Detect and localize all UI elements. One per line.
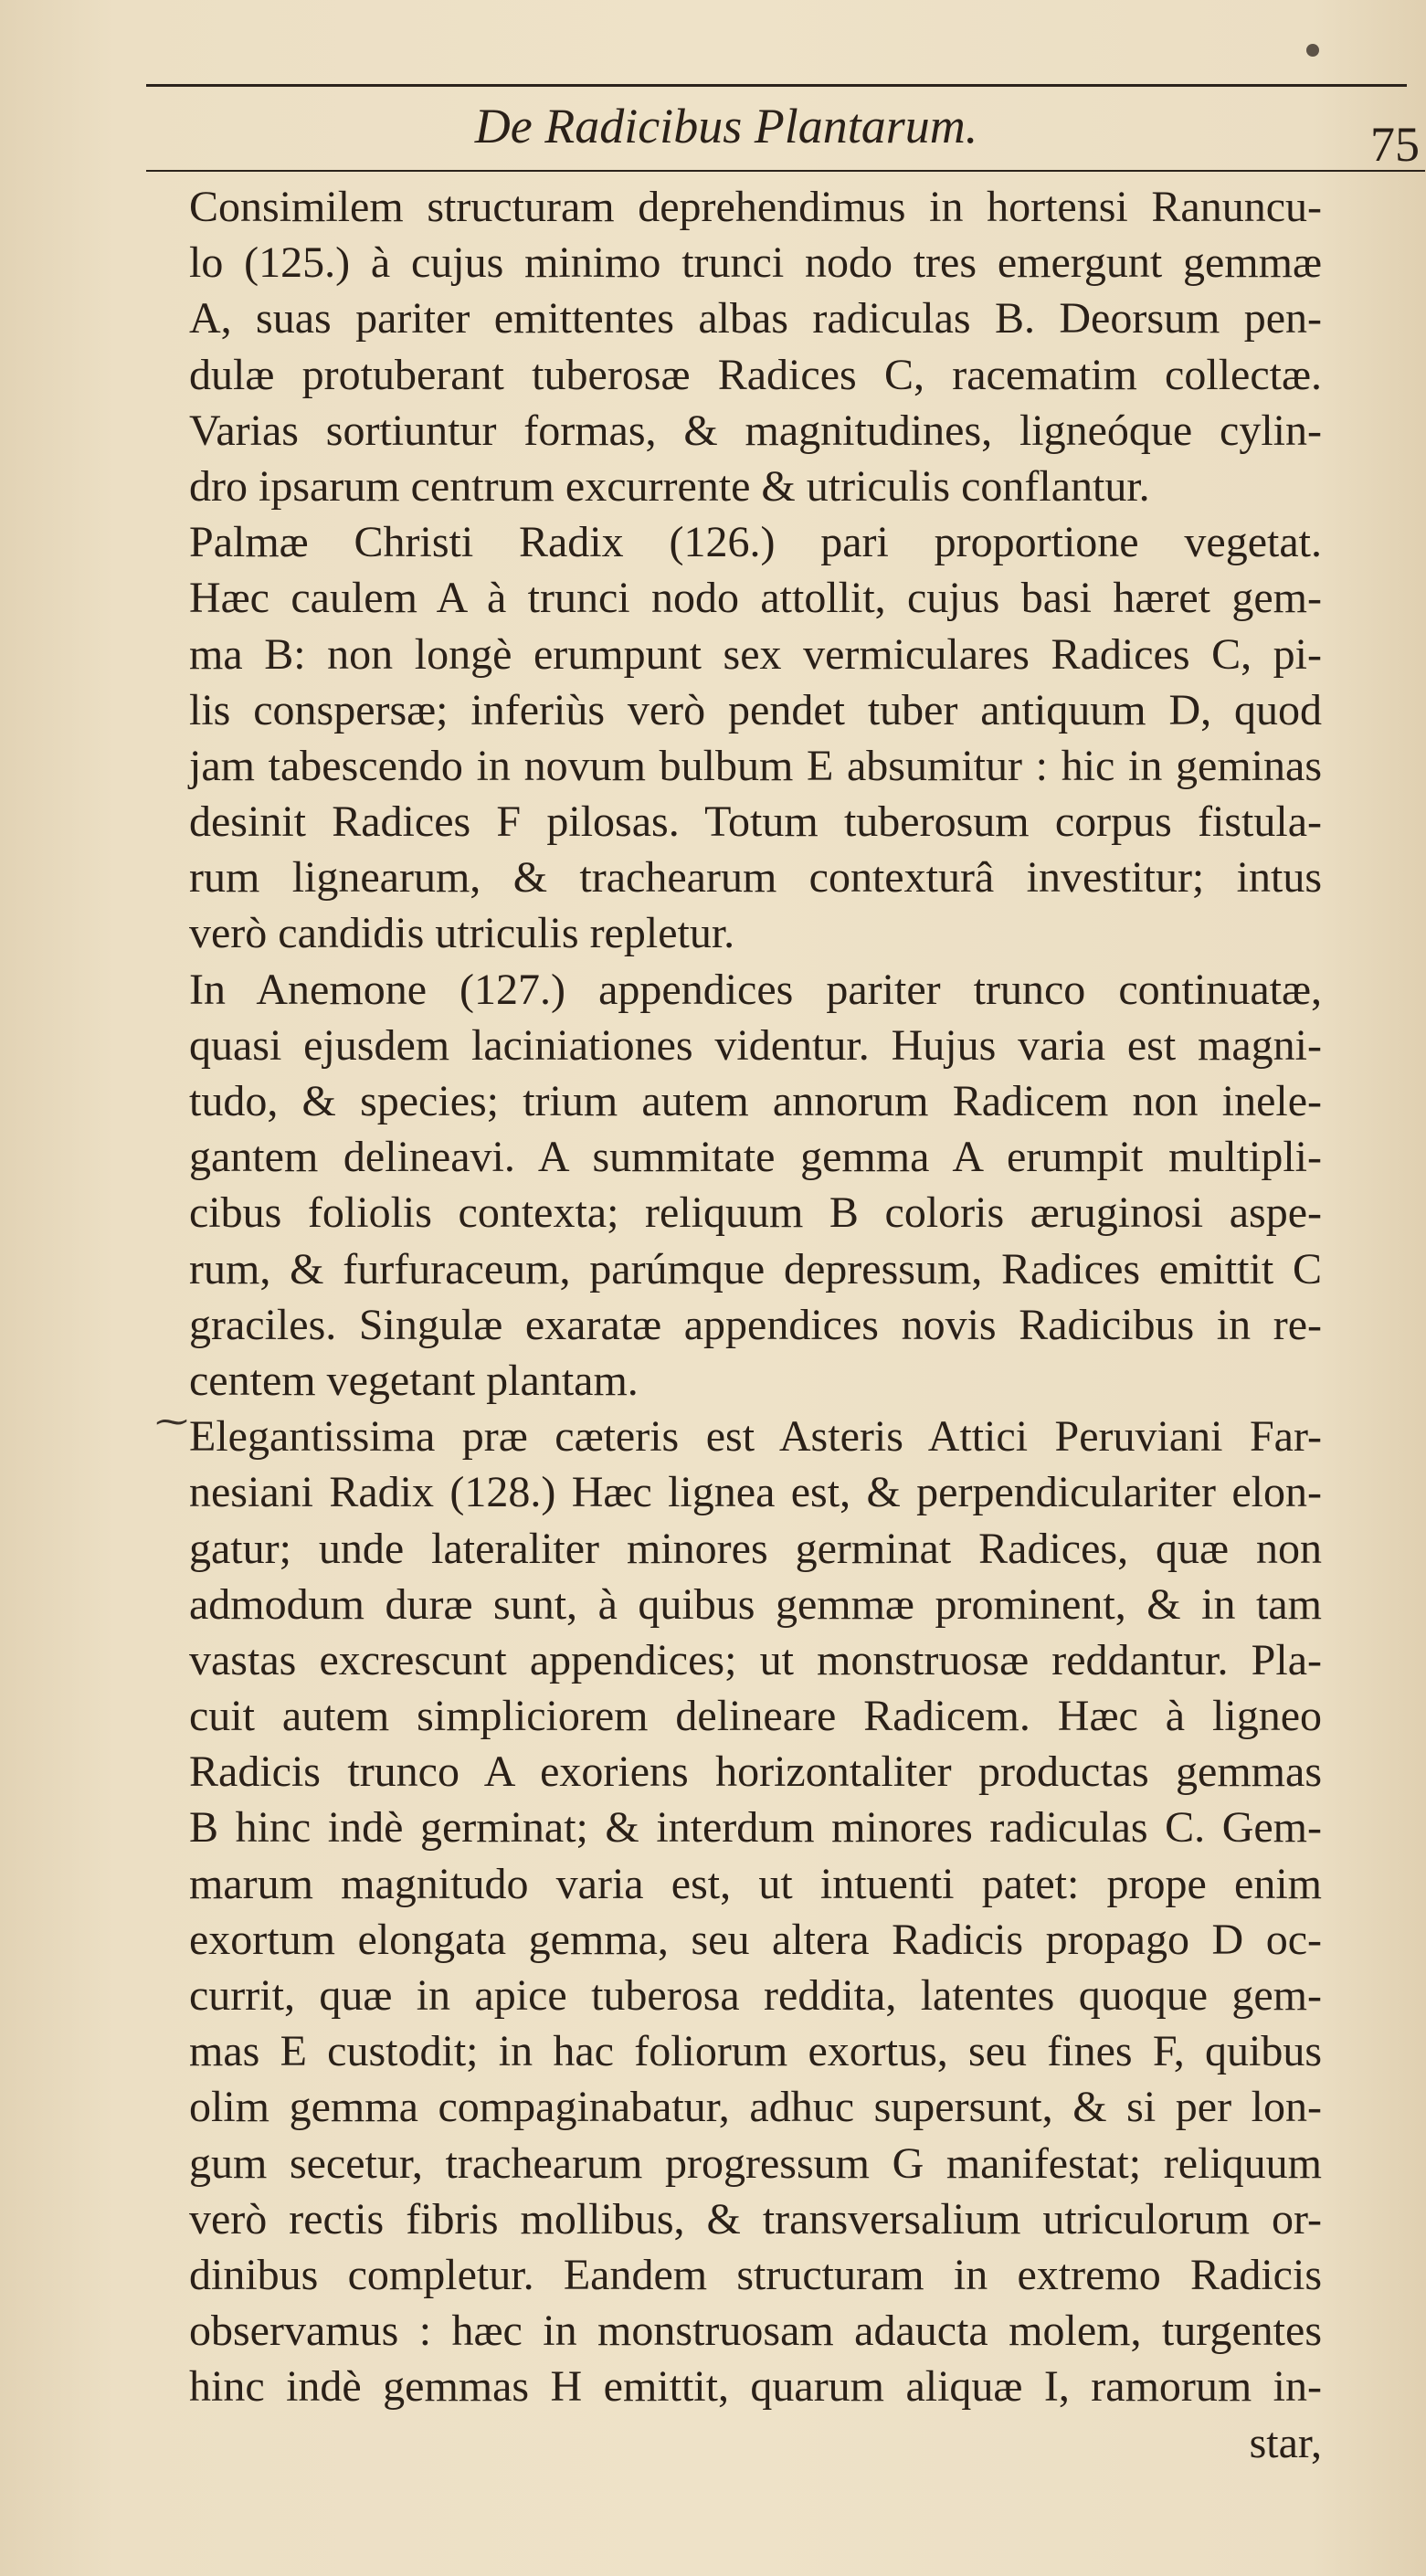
text-line: In Anemone (127.) appendices pariter trunco continuatæ, bbox=[189, 965, 1322, 1014]
text-line: Elegantissima præ cæteris est Asteris Attici Peruviani Far- bbox=[189, 1412, 1322, 1462]
text-line: observamus : hæc in monstruosam adaucta molem, turgentes bbox=[189, 2307, 1322, 2356]
text-line: hinc indè gemmas H emittit, quarum aliquæ I, ramorum in- bbox=[189, 2362, 1322, 2412]
text-line: exortum elongata gemma, seu altera Radicis propago D oc- bbox=[189, 1915, 1322, 1964]
text-line: currit, quæ in apice tuberosa reddita, latentes quoque gem- bbox=[189, 1971, 1322, 2020]
text-line: gum secetur, trachearum progressum G manifestat; reliquum bbox=[189, 2138, 1322, 2188]
text-line: admodum duræ sunt, à quibus gemmæ prominent, & in tam bbox=[189, 1579, 1322, 1629]
text-line: jam tabescendo in novum bulbum E absumitur : hic in geminas bbox=[189, 741, 1322, 790]
text-line: B hinc indè germinat; & interdum minores radiculas C. Gem- bbox=[189, 1803, 1322, 1853]
text-line: lo (125.) à cujus minimo trunci nodo tres emergunt gemmæ bbox=[189, 238, 1322, 288]
text-line: lis conspersæ; inferiùs verò pendet tuber antiquum D, quod bbox=[189, 685, 1322, 734]
text-line: Consimilem structuram deprehendimus in hortensi Ranuncu- bbox=[189, 183, 1322, 231]
text-line: rum, & furfuraceum, parúmque depressum, Radices emittit C bbox=[189, 1244, 1322, 1293]
header-rule-top bbox=[146, 84, 1407, 87]
text-line: cibus foliolis contexta; reliquum B coloris æruginosi aspe- bbox=[189, 1188, 1322, 1238]
header-rule-bottom bbox=[146, 170, 1425, 172]
running-head: De Radicibus Plantarum. bbox=[474, 99, 978, 153]
text-line: dro ipsarum centrum excurrente & utriculis conflantur. bbox=[189, 461, 1150, 511]
text-line: verò rectis fibris mollibus, & transversalium utriculorum or- bbox=[189, 2194, 1322, 2243]
text-line: Palmæ Christi Radix (126.) pari proportione vegetat. bbox=[189, 518, 1322, 567]
text-line: ma B: non longè erumpunt sex vermiculares Radices C, pi- bbox=[189, 629, 1322, 679]
text-line: gantem delineavi. A summitate gemma A erumpit multipli- bbox=[189, 1133, 1322, 1182]
text-line: verò candidis utriculis repletur. bbox=[189, 909, 735, 958]
body-text bbox=[189, 179, 1322, 2471]
text-line: olim gemma compaginabatur, adhuc supersunt, & si per lon- bbox=[189, 2083, 1322, 2132]
text-line: rum lignearum, & trachearum contexturâ investitur; intus bbox=[189, 853, 1322, 903]
text-line: centem vegetant plantam. bbox=[189, 1356, 639, 1405]
text-line: quasi ejusdem laciniationes videntur. Hujus varia est magni- bbox=[189, 1020, 1322, 1070]
text-line: gatur; unde lateraliter minores germinat Radices, quæ non bbox=[189, 1524, 1322, 1573]
text-line: Varias sortiuntur formas, & magnitudines, ligneóque cylin- bbox=[189, 406, 1322, 455]
catchword: star, bbox=[1249, 2418, 1322, 2467]
text-line: dulæ protuberant tuberosæ Radices C, racematim collectæ. bbox=[189, 350, 1322, 399]
text-line: marum magnitudo varia est, ut intuenti patet: prope enim bbox=[189, 1859, 1322, 1908]
text-line: Hæc caulem A à trunci nodo attollit, cujus basi hæret gem- bbox=[189, 574, 1322, 623]
text-line: graciles. Singulæ exaratæ appendices novis Radicibus in re- bbox=[189, 1300, 1322, 1349]
text-line: mas E custodit; in hac foliorum exortus, seu fines F, quibus bbox=[189, 2027, 1322, 2076]
text-line: cuit autem simpliciorem delineare Radicem. Hæc à ligneo bbox=[189, 1692, 1322, 1741]
page-number: 75 bbox=[1370, 117, 1420, 172]
text-line: A, suas pariter emittentes albas radiculas B. Deorsum pen- bbox=[189, 294, 1322, 343]
text-line: tudo, & species; trium autem annorum Radicem non inele- bbox=[189, 1077, 1322, 1125]
text-line: dinibus completur. Eandem structuram in extremo Radicis bbox=[189, 2250, 1322, 2299]
text-line: Radicis trunco A exoriens horizontaliter productas gemmas bbox=[189, 1747, 1322, 1797]
text-line: desinit Radices F pilosas. Totum tuberosum corpus fistula- bbox=[189, 797, 1322, 847]
ink-spot bbox=[1306, 44, 1319, 57]
text-line: vastas excrescunt appendices; ut monstruosæ reddantur. Pla- bbox=[189, 1635, 1322, 1684]
margin-mark: ⁓ bbox=[155, 1403, 188, 1440]
text-line: nesiani Radix (128.) Hæc lignea est, & perpendiculariter elon- bbox=[189, 1468, 1322, 1517]
